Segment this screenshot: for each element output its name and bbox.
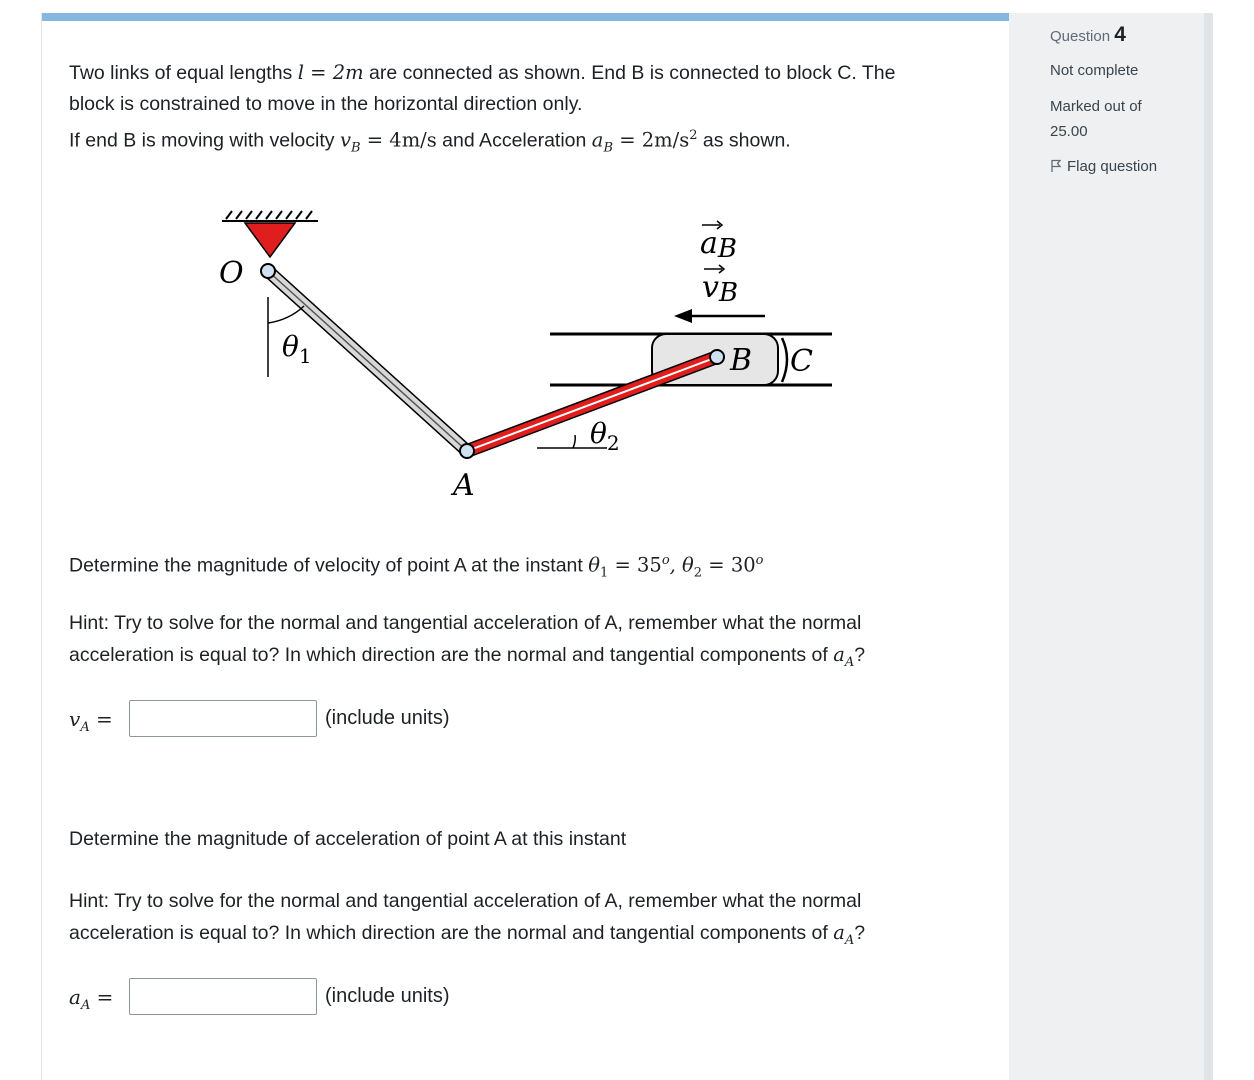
label-velocity-b: vB — [702, 270, 739, 308]
hint-2: Hint: Try to solve for the normal and tangential acceleration of A, remember what the normal acceleration is equal to? In which direction are the normal and tangential components of $a_A$? — [69, 890, 866, 948]
linkage-diagram — [42, 193, 1010, 523]
answer2-units: (include units) — [325, 985, 450, 1007]
label-c: C — [790, 344, 813, 379]
ground-support — [222, 211, 318, 221]
part2-prompt: Determine the magnitude of acceleration of point A at this instant — [69, 828, 627, 850]
marked-out-of-label: Marked out of — [1050, 98, 1142, 115]
pin-b — [710, 350, 724, 364]
label-a: A — [453, 468, 475, 503]
question-status: Not complete — [1050, 62, 1139, 79]
pin-support — [245, 223, 295, 257]
label-accel-b: aB — [700, 226, 737, 264]
flag-question-button[interactable]: Flag question — [1050, 158, 1157, 175]
acceleration-answer-input[interactable] — [129, 978, 317, 1015]
question-number: Question 4 — [1050, 23, 1126, 46]
question-content — [41, 13, 1010, 1080]
question-top-bar — [42, 13, 1010, 21]
flag-icon — [1050, 159, 1062, 173]
label-theta1: $\theta_1$ — [282, 330, 312, 368]
answer2-label: $a_A$ = — [69, 985, 114, 1013]
block-c-bracket — [782, 338, 787, 382]
part1-prompt: Determine the magnitude of velocity of point A at the instant $\theta_1 = 35^o$, $\theta_2 = 30^o$ — [69, 553, 764, 581]
marked-out-of-value: 25.00 — [1050, 123, 1088, 140]
answer1-label: $v_A$ = — [69, 707, 113, 735]
question-intro: Two links of equal lengths l = 2m are connected as shown. End B is connected to block C. The block is constrained to move in the horizontal direction only. If end B is moving with velocity $v_B = 4m/s$ and Acceleration $a_B = 2m/s^2$ as shown. — [69, 61, 896, 156]
question-info-panel — [1009, 13, 1204, 1080]
velocity-arrowhead — [674, 309, 692, 323]
theta1-arc — [268, 306, 304, 323]
pin-o — [261, 264, 275, 278]
hint-1: Hint: Try to solve for the normal and tangential acceleration of A, remember what the normal acceleration is equal to? In which direction are the normal and tangential components of $a_A$? — [69, 612, 866, 670]
pin-a — [460, 444, 474, 458]
sidebar-edge — [1204, 13, 1213, 1080]
theta2-arc — [573, 435, 575, 448]
velocity-answer-input[interactable] — [129, 700, 317, 737]
label-b: B — [730, 343, 753, 378]
answer1-units: (include units) — [325, 707, 450, 729]
label-theta2: $\theta_2$ — [590, 417, 620, 455]
label-o: O — [219, 256, 244, 291]
